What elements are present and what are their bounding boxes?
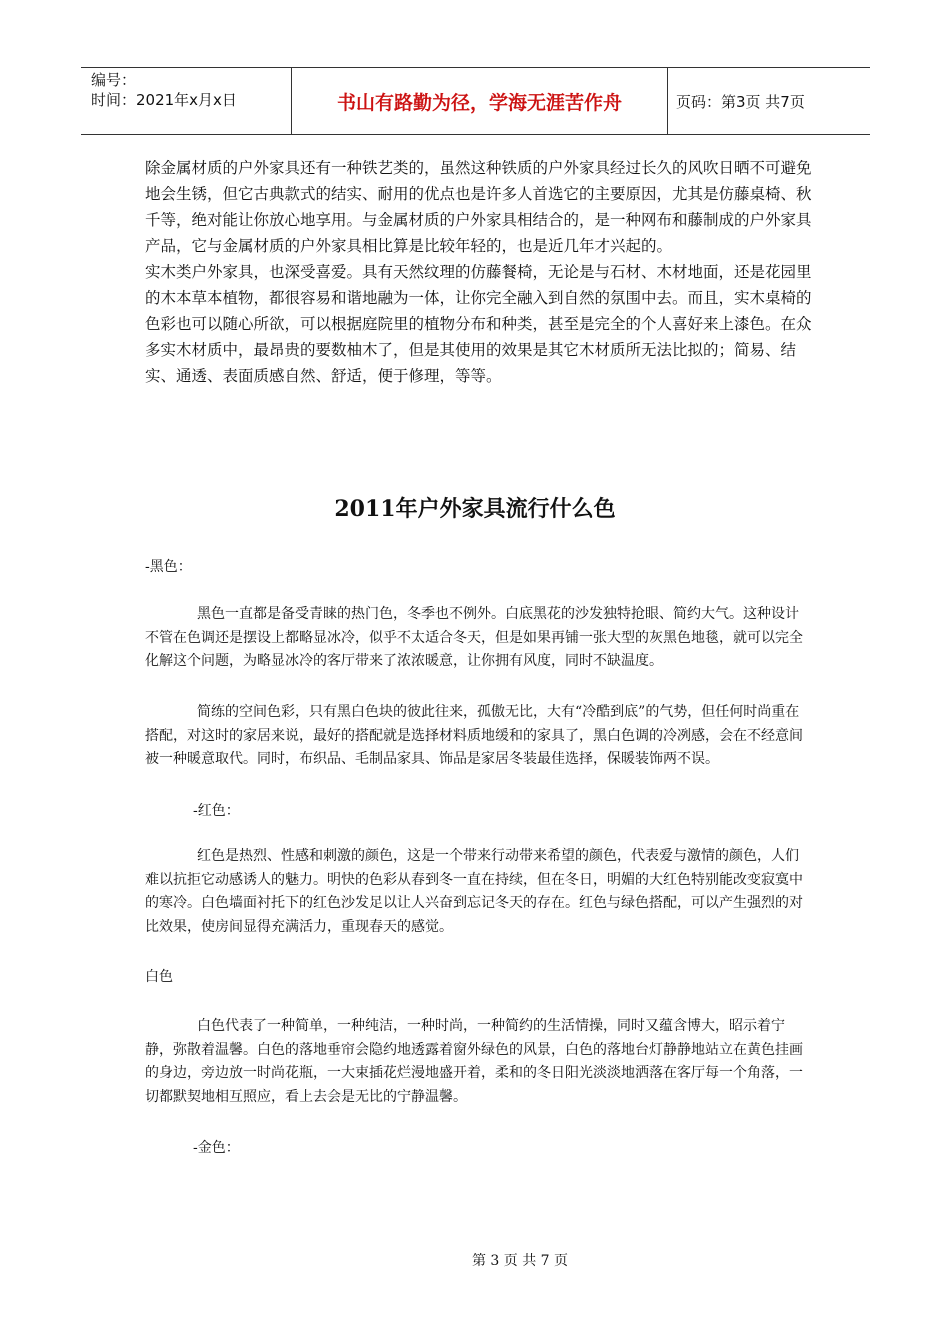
intro-section — [145, 155, 815, 389]
paragraph-black-1: 黑色一直都是备受青睐的热门色，冬季也不例外。白底黑花的沙发独特抢眼、简约大气。这种设计不管在色调还是摆设上都略显冰冷，似乎不太适合冬天，但是如果再铺一张大型的灰黑色地毯，就可以完全化解这个问题，为略显冰冷的客厅带来了浓浓暖意，让你拥有风度，同时不缺温度。 — [145, 606, 803, 669]
header-motto: 书山有路勤为径，学海无涯苦作舟 — [292, 68, 668, 134]
paragraph-white-1: 白色代表了一种简单，一种纯洁，一种时尚，一种简约的生活情操，同时又蕴含博大，昭示着宁静，弥散着温馨。白色的落地垂帘会隐约地透露着窗外绿色的风景，白色的落地台灯静静地站立在黄色挂画的身边，旁边放一时尚花瓶，一大束插花烂漫地盛开着，柔和的冬日阳光淡淡地洒落在客厅每一个角落，一切都默契地相互照应，看上去会是无比的宁静温馨。 — [145, 1018, 803, 1105]
article-title: 2011年户外家具流行什么色 — [334, 496, 616, 522]
section-label-gold: -金色： — [193, 1140, 240, 1156]
page-footer: 第 3 页 共 7 页 — [471, 1253, 569, 1269]
header-page-label: 页码：第3页 共7页 — [676, 92, 805, 111]
section-label-black: -黑色： — [145, 559, 192, 575]
paragraph-black-2: 简练的空间色彩，只有黑白色块的彼此往来，孤傲无比，大有“冷酷到底”的气势，但任何时尚重在搭配，对这时的家居来说，最好的搭配就是选择材料质地缓和的家具了，黑白色调的冷冽感，会在不经意间被一种暖意取代。同时，布织品、毛制品家具、饰品是家居冬装最佳选择，保暖装饰两不误。 — [145, 704, 803, 767]
section-label-red: -红色： — [193, 803, 240, 819]
header-meta — [81, 68, 292, 134]
document-number-label: 编号： — [91, 71, 137, 89]
paragraph-red-1: 红色是热烈、性感和刺激的颜色，这是一个带来行动带来希望的颜色，代表爱与激情的颜色，人们难以抗拒它动感诱人的魅力。明快的色彩从春到冬一直在持续，但在冬日，明媚的大红色特别能改变寂寞中的寒冷。白色墙面衬托下的红色沙发足以让人兴奋到忘记冬天的存在。红色与绿色搭配，可以产生强烈的对比效果，使房间显得充满活力，重现春天的感觉。 — [145, 848, 803, 935]
intro-paragraph-2: 实木类户外家具，也深受喜爱。具有天然纹理的仿藤餐椅，无论是与石材、木材地面，还是花园里的木本草本植物，都很容易和谐地融为一体，让你完全融入到自然的氛围中去。而且，实木桌椅的色彩也可以随心所欲，可以根据庭院里的植物分布和种类，甚至是完全的个人喜好来上漆色。在众多实木材质中，最昂贵的要数柚木了，但是其使用的效果是其它木材质所无法比拟的；简易、结实、通透、表面质感自然、舒适，便于修理，等等。 — [145, 263, 812, 385]
section-label-white: 白色 — [145, 969, 173, 985]
page-header — [81, 67, 870, 135]
intro-paragraph-1: 除金属材质的户外家具还有一种铁艺类的，虽然这种铁质的户外家具经过长久的风吹日晒不可避免地会生锈，但它古典款式的结实、耐用的优点也是许多人首选它的主要原因，尤其是仿藤桌椅、秋千等，绝对能让你放心地享用。与金属材质的户外家具相结合的，是一种网布和藤制成的户外家具产品，它与金属材质的户外家具相比算是比较年轻的，也是近几年才兴起的。 — [145, 159, 812, 255]
document-date-label: 时间：2021年x月x日 — [91, 91, 237, 109]
